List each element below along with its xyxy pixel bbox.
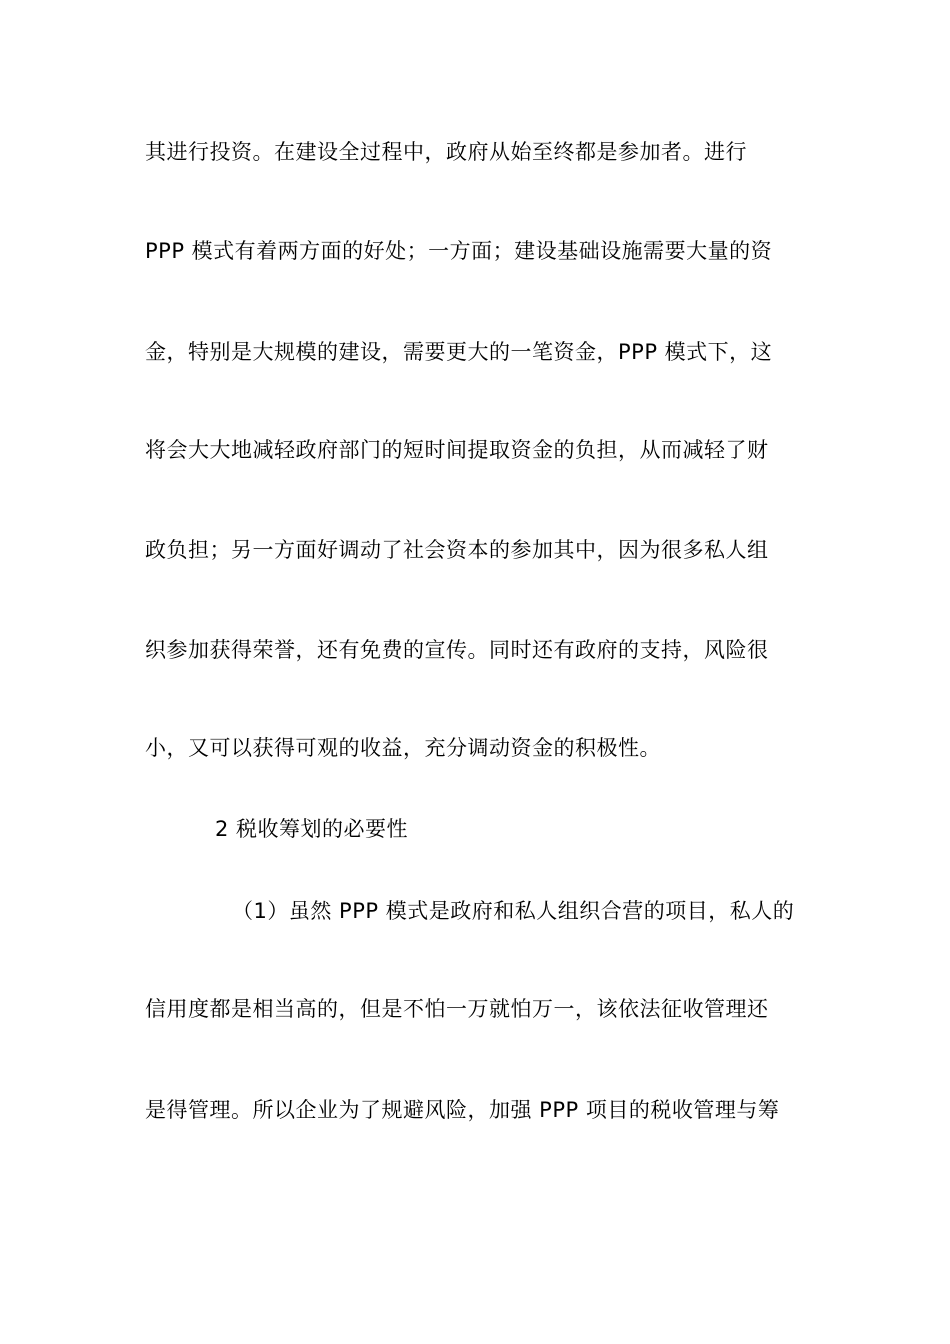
paragraph-line: （1）虽然 PPP 模式是政府和私人组织合营的项目，私人的 — [232, 899, 795, 923]
paragraph-line: 信用度都是相当高的，但是不怕一万就怕万一，该依法征收管理还 — [145, 997, 769, 1021]
paragraph-line: 金，特别是大规模的建设，需要更大的一笔资金，PPP 模式下，这 — [145, 340, 773, 364]
paragraph-line: 将会大大地减轻政府部门的短时间提取资金的负担，从而减轻了财 — [145, 438, 769, 462]
paragraph-line: 其进行投资。在建设全过程中，政府从始至终都是参加者。进行 — [145, 140, 747, 164]
paragraph-line: 小，又可以获得可观的收益，充分调动资金的积极性。 — [145, 736, 661, 760]
paragraph-line: 政负担；另一方面好调动了社会资本的参加其中，因为很多私人组 — [145, 538, 769, 562]
paragraph-line: 织参加获得荣誉，还有免费的宣传。同时还有政府的支持，风险很 — [145, 638, 769, 662]
paragraph-line: 是得管理。所以企业为了规避风险，加强 PPP 项目的税收管理与筹 — [145, 1098, 780, 1122]
paragraph-line: PPP 模式有着两方面的好处；一方面；建设基础设施需要大量的资 — [145, 239, 773, 263]
section-heading: 2 税收筹划的必要性 — [215, 817, 409, 841]
